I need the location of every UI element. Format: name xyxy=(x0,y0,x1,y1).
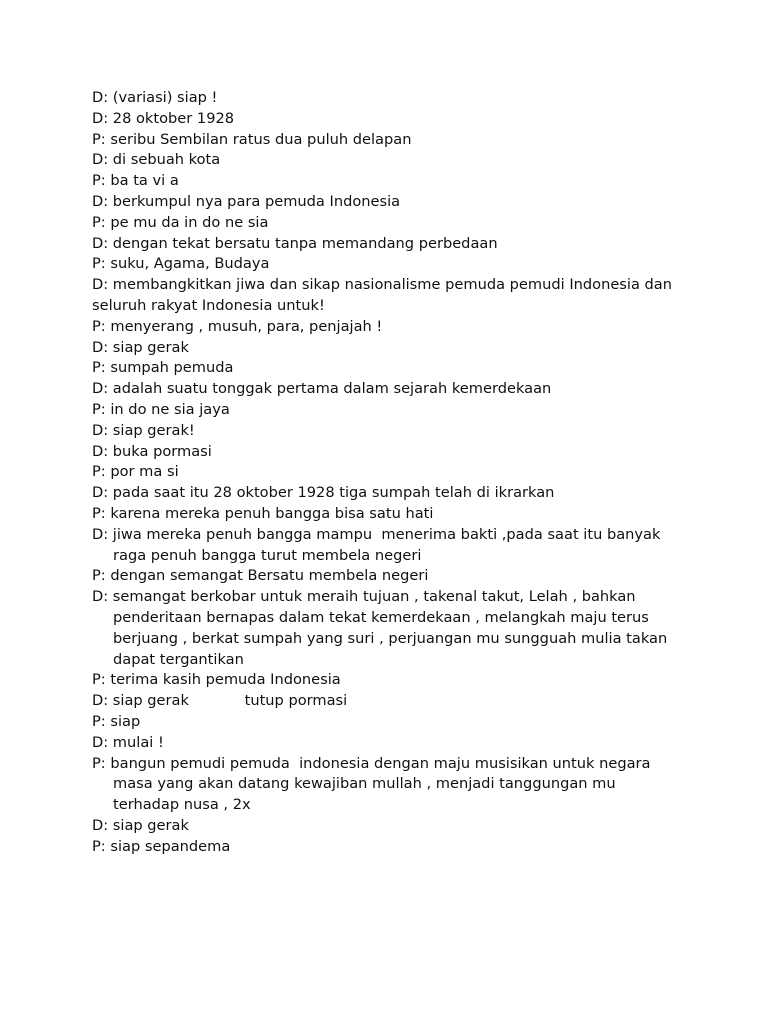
document-line: D: pada saat itu 28 oktober 1928 tiga sumpah telah di ikrarkan xyxy=(92,484,555,502)
document-line: P: siap sepandema xyxy=(92,837,231,855)
document-line: P: seribu Sembilan ratus dua puluh delapan xyxy=(92,130,412,148)
document-line: D: dengan tekat bersatu tanpa memandang perbedaan xyxy=(92,234,498,252)
document-line: raga penuh bangga turut membela negeri xyxy=(113,546,422,564)
document-line: P: ba ta vi a xyxy=(92,172,179,190)
document-line: P: sumpah pemuda xyxy=(92,359,234,377)
document-line: P: dengan semangat Bersatu membela negeri xyxy=(92,567,429,585)
document-line: P: por ma si xyxy=(92,463,179,481)
document-body xyxy=(92,88,682,857)
document-line: D: mulai ! xyxy=(92,733,164,751)
document-line: P: terima kasih pemuda Indonesia xyxy=(92,671,341,689)
document-line: terhadap nusa , 2x xyxy=(113,796,251,814)
document-line: P: siap xyxy=(92,712,141,730)
document-line: P: suku, Agama, Budaya xyxy=(92,255,270,273)
document-line: D: jiwa mereka penuh bangga mampu menerima bakti ,pada saat itu banyak xyxy=(92,525,661,543)
document-line: P: menyerang , musuh, para, penjajah ! xyxy=(92,317,383,335)
document-line: penderitaan bernapas dalam tekat kemerdekaan , melangkah maju terus xyxy=(113,608,649,626)
document-line: P: in do ne sia jaya xyxy=(92,400,230,418)
document-line: D: buka pormasi xyxy=(92,442,212,460)
document-line: P: pe mu da in do ne sia xyxy=(92,213,269,231)
document-line: D: adalah suatu tonggak pertama dalam sejarah kemerdekaan xyxy=(92,380,552,398)
document-line: D: (variasi) siap ! xyxy=(92,89,218,106)
document-line: D: di sebuah kota xyxy=(92,151,221,169)
document-line: D: 28 oktober 1928 xyxy=(92,109,235,127)
document-line: D: siap gerak tutup pormasi xyxy=(92,692,348,710)
document-line: P: bangun pemudi pemuda indonesia dengan maju musisikan untuk negara xyxy=(92,754,651,772)
document-line: P: karena mereka penuh bangga bisa satu hati xyxy=(92,504,434,522)
document-line: D: semangat berkobar untuk meraih tujuan , takenal takut, Lelah , bahkan xyxy=(92,588,636,606)
document-line: berjuang , berkat sumpah yang suri , perjuangan mu sungguah mulia takan xyxy=(113,629,668,647)
document-line: D: berkumpul nya para pemuda Indonesia xyxy=(92,192,401,210)
document-line: D: siap gerak xyxy=(92,338,189,356)
document-line: D: siap gerak xyxy=(92,816,189,834)
document-line: seluruh rakyat Indonesia untuk! xyxy=(92,296,325,314)
document-line: D: membangkitkan jiwa dan sikap nasionalisme pemuda pemudi Indonesia dan xyxy=(92,276,673,294)
document-line: dapat tergantikan xyxy=(113,650,244,668)
document-line: masa yang akan datang kewajiban mullah , menjadi tanggungan mu xyxy=(113,775,616,793)
document-line: D: siap gerak! xyxy=(92,421,195,439)
